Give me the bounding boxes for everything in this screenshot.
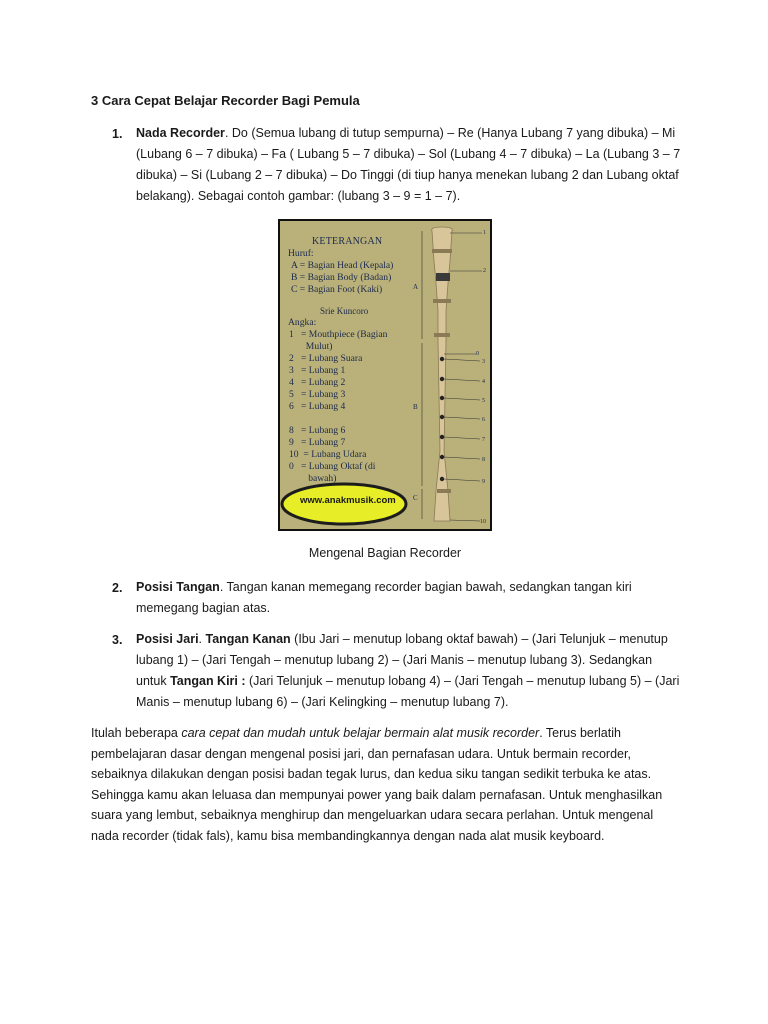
list-item-subheading: Tangan Kiri : — [170, 674, 246, 688]
figure-angka-4: 4 = Lubang 2 — [289, 377, 346, 388]
section-letter-a: A — [413, 283, 419, 291]
figure-angka-8: 8 = Lubang 6 — [289, 425, 346, 436]
list-item-subheading: Tangan Kanan — [205, 632, 291, 646]
figure-angka-0b: bawah) — [289, 473, 337, 484]
figure-angka-1b: Mulut) — [289, 341, 333, 352]
hole-number: 3 — [482, 359, 485, 365]
hole-number: 1 — [483, 230, 486, 236]
hole-number: 6 — [482, 417, 485, 423]
figure-huruf-a: A = Bagian Head (Kepala) — [291, 260, 394, 271]
recorder-ring — [433, 299, 451, 303]
hole-number: 4 — [482, 379, 485, 385]
list-number-2: 2. — [112, 581, 123, 595]
mouthpiece-window — [436, 273, 450, 281]
list-item-heading: Posisi Tangan — [136, 580, 220, 594]
hole-number: 10 — [480, 519, 486, 525]
figure-angka-2: 2 = Lubang Suara — [289, 353, 363, 364]
section-letter-c: C — [413, 494, 418, 502]
figure-caption: Mengenal Bagian Recorder — [308, 546, 462, 560]
figure-angka-5: 5 = Lubang 3 — [289, 389, 346, 400]
closing-paragraph — [91, 723, 683, 846]
paragraph-rest: . Terus berlatih pembelajaran dasar dengan mengenal posisi jari, dan pernafasan udara. Untuk bermain recorder, sebaiknya dilakukan dengan posisi badan tegak lurus, dan kedua siku tangan sedikit terbuka ke atas. Sehingga kamu akan leluasa dan mempunyai power yang baik dalam pernafasan. Untuk menghasilkan suara yang lembut, sebaiknya menghirup dan mengeluarkan udara secara perlahan. Untuk mengenal nada recorder (tidak fals), kamu bisa membandingkannya dengan nada alat musik keyboard. — [91, 726, 663, 843]
recorder-ring — [434, 333, 450, 337]
figure-angka-label: Angka: — [288, 317, 317, 328]
list-item-2 — [136, 577, 686, 619]
figure-author: Srie Kuncoro — [320, 306, 369, 316]
document-title: 3 Cara Cepat Belajar Recorder Bagi Pemula — [91, 93, 360, 108]
figure-website: www.anakmusik.com — [300, 495, 396, 506]
figure-angka-10: 10 = Lubang Udara — [289, 449, 367, 460]
recorder-ring — [432, 249, 452, 253]
list-item-text: . Tangan kanan memegang recorder bagian bawah, sedangkan tangan kiri memegang bagian atas. — [136, 580, 632, 615]
hole-number: 8 — [482, 457, 485, 463]
hole-number: 2 — [483, 268, 486, 274]
list-number-3: 3. — [112, 633, 123, 647]
figure-angka-6: 6 = Lubang 4 — [289, 401, 346, 412]
list-item-heading: Posisi Jari — [136, 632, 199, 646]
figure-heading: KETERANGAN — [312, 236, 383, 247]
list-item-1 — [136, 123, 686, 207]
list-item-heading: Nada Recorder — [136, 126, 225, 140]
hole-number: 0 — [476, 351, 479, 357]
hole-number: 5 — [482, 398, 485, 404]
figure-huruf-b: B = Bagian Body (Badan) — [291, 272, 392, 283]
paragraph-lead: Itulah beberapa — [91, 726, 182, 740]
list-item-3 — [136, 629, 681, 713]
recorder-ring — [437, 489, 451, 493]
figure-angka-1: 1 = Mouthpiece (Bagian — [289, 329, 388, 340]
section-letter-b: B — [413, 403, 418, 411]
list-item-text: . — [198, 632, 206, 646]
list-item-text: . Do (Semua lubang di tutup sempurna) – Re (Hanya Lubang 7 yang dibuka) – Mi (Lubang 6 – 7 dibuka) – Fa ( Lubang 5 – 7 dibuka) – Sol (Lubang 4 – 7 dibuka) – La (Lubang 3 – 7 dibuka) – Si (Lubang 2 – 7 dibuka) – Do Tinggi (di tiup hanya menekan lubang 2 dan Lubang oktaf belakang). Sebagai contoh gambar: (lubang 3 – 9 = 1 – 7). — [136, 126, 681, 203]
figure-angka-9: 9 = Lubang 7 — [289, 437, 346, 448]
figure-angka-3: 3 = Lubang 1 — [289, 365, 346, 376]
figure-huruf-c: C = Bagian Foot (Kaki) — [291, 284, 383, 295]
figure-huruf-label: Huruf: — [288, 248, 314, 259]
figure-angka-0: 0 = Lubang Oktaf (di — [289, 461, 376, 472]
paragraph-italic: cara cepat dan mudah untuk belajar bermain alat musik recorder — [181, 726, 540, 740]
recorder-figure — [278, 219, 492, 531]
list-item-text: (Jari Telunjuk – menutup lobang 4) – (Jari Tengah – menutup lubang 5) – (Jari Manis – menutup lubang 6) – (Jari Kelingking – menutup lubang 7). — [136, 674, 680, 709]
list-number-1: 1. — [112, 127, 123, 141]
list-item-text: (Ibu Jari – menutup lobang oktaf bawah) – (Jari Telunjuk – menutup lubang 1) – (Jari Tengah – menutup lubang 2) – (Jari Manis – menutup lubang 3). Sedangkan untuk — [136, 632, 668, 688]
hole-number: 9 — [482, 479, 485, 485]
hole-number: 7 — [482, 437, 485, 443]
